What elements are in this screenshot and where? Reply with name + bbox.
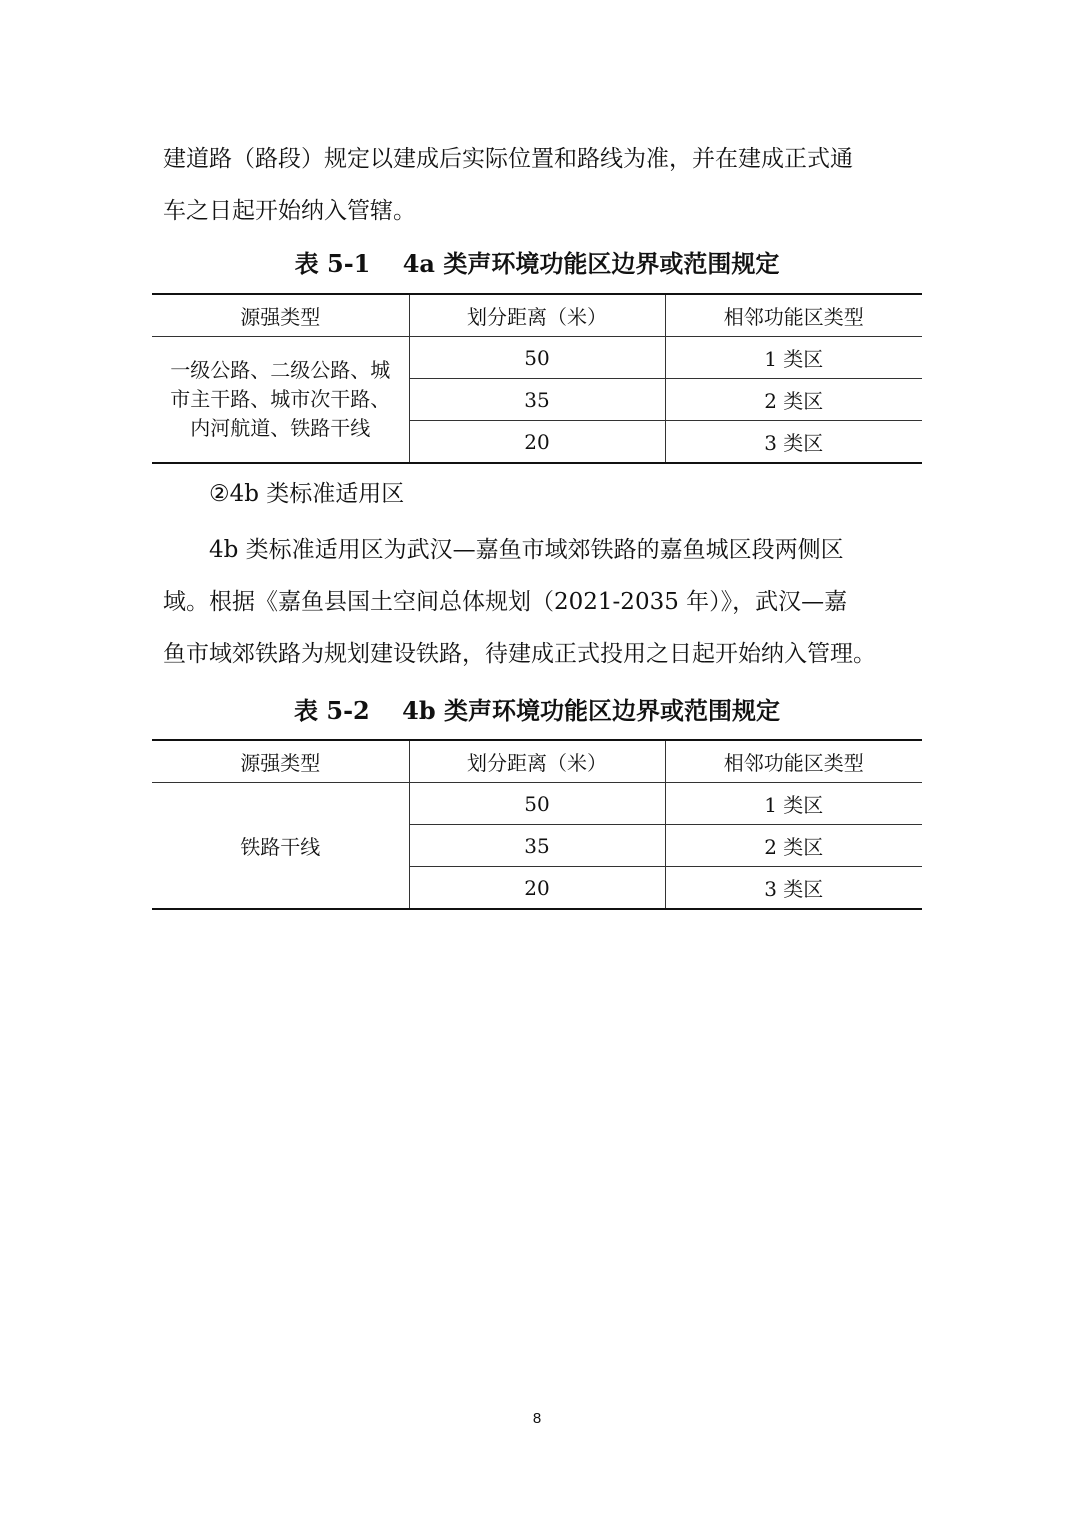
section-line-2: 域。根据《嘉鱼县国土空间总体规划（2021-2035 年）》，武汉—嘉	[163, 589, 848, 615]
source-line-3: 内河航道、铁路干线	[190, 416, 371, 440]
zone-cell: 3 类区	[665, 421, 922, 464]
header-adjacent-zone: 相邻功能区类型	[665, 740, 922, 783]
source-line-1: 一级公路、二级公路、城	[170, 358, 391, 382]
distance-cell: 50	[409, 783, 665, 825]
zone-cell: 1 类区	[665, 783, 922, 825]
header-source-type: 源强类型	[152, 740, 409, 783]
intro-line-2: 车之日起开始纳入管辖。	[163, 198, 416, 224]
header-distance: 划分距离（米）	[409, 740, 665, 783]
distance-cell: 20	[409, 867, 665, 910]
table-5-1	[152, 293, 922, 464]
distance-cell: 20	[409, 421, 665, 464]
source-type-cell	[152, 337, 409, 464]
table-row	[152, 337, 922, 379]
intro-line-1: 建道路（路段）规定以建成后实际位置和路线为准，并在建成正式通	[163, 146, 853, 172]
zone-cell: 1 类区	[665, 337, 922, 379]
zone-cell: 3 类区	[665, 867, 922, 910]
distance-cell: 50	[409, 337, 665, 379]
section-4b	[163, 468, 915, 520]
header-distance: 划分距离（米）	[409, 294, 665, 337]
table-5-2	[152, 739, 922, 910]
section-heading: ②4b 类标准适用区	[209, 481, 405, 507]
table-header-row	[152, 740, 922, 783]
section-line-3: 鱼市域郊铁路为规划建设铁路，待建成正式投用之日起开始纳入管理。	[163, 641, 876, 667]
section-line-1: 4b 类标准适用区为武汉—嘉鱼市域郊铁路的嘉鱼城区段两侧区	[163, 537, 844, 563]
table-5-2-caption: 表 5-2 4b 类声环境功能区边界或范围规定	[294, 696, 780, 725]
intro-paragraph	[163, 133, 915, 237]
source-type-cell: 铁路干线	[152, 783, 409, 910]
zone-cell: 2 类区	[665, 825, 922, 867]
table-header-row	[152, 294, 922, 337]
page-number: 8	[532, 1410, 542, 1427]
table-row	[152, 783, 922, 825]
zone-cell: 2 类区	[665, 379, 922, 421]
distance-cell: 35	[409, 379, 665, 421]
section-4b-body	[163, 524, 915, 680]
source-line-2: 市主干路、城市次干路、	[170, 387, 391, 411]
distance-cell: 35	[409, 825, 665, 867]
header-source-type: 源强类型	[152, 294, 409, 337]
table-5-1-caption: 表 5-1 4a 类声环境功能区边界或范围规定	[294, 249, 780, 278]
header-adjacent-zone: 相邻功能区类型	[665, 294, 922, 337]
